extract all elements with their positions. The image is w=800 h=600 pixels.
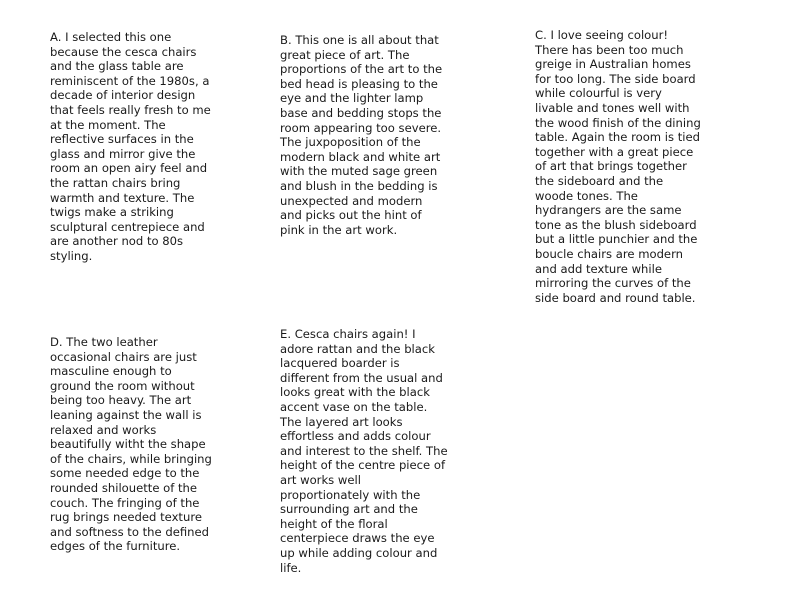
text-block-e: E. Cesca chairs again! I adore rattan and the black lacquered boarder is different from the usual and looks great with the black accent vase on the table. The layered art looks effortless and adds colour and interest to the shelf. The height of the centre piece of art works well proportionately with the surrounding art and the height of the floral centerpiece draws the eye up while adding colour and life. — [280, 327, 448, 575]
text-block-a: A. I selected this one because the cesca chairs and the glass table are reminiscent of the 1980s, a decade of interior design that feels really fresh to me at the moment. The reflective surfaces in the glass and mirror give the room an open airy feel and the rattan chairs bring warmth and texture. The twigs make a striking sculptural centrepiece and are another nod to 80s styling. — [50, 30, 211, 263]
text-block-c: C. I love seeing colour! There has been too much greige in Australian homes for too long. The side board while colourful is very livable and tones well with the wood finish of the dining table. Again the room is tied together with a great piece of art that brings together the sideboard and the woode tones. The hydrangers are the same tone as the blush sideboard but a little punchier and the boucle chairs are modern and add texture while mirroring the curves of the side board and round table. — [535, 28, 701, 305]
text-block-b: B. This one is all about that great piece of art. The proportions of the art to the bed head is pleasing to the eye and the lighter lamp base and bedding stops the room appearing too severe. The juxpoposition of the modern black and white art with the muted sage green and blush in the bedding is unexpected and modern and picks out the hint of pink in the art work. — [280, 33, 443, 237]
text-block-d: D. The two leather occasional chairs are just masculine enough to ground the room without being too heavy. The art leaning against the wall is relaxed and works beautifully witht the shape of the chairs, while bringing some needed edge to the rounded shilouette of the couch. The fringing of the rug brings needed texture and softness to the defined edges of the furniture. — [50, 335, 212, 554]
